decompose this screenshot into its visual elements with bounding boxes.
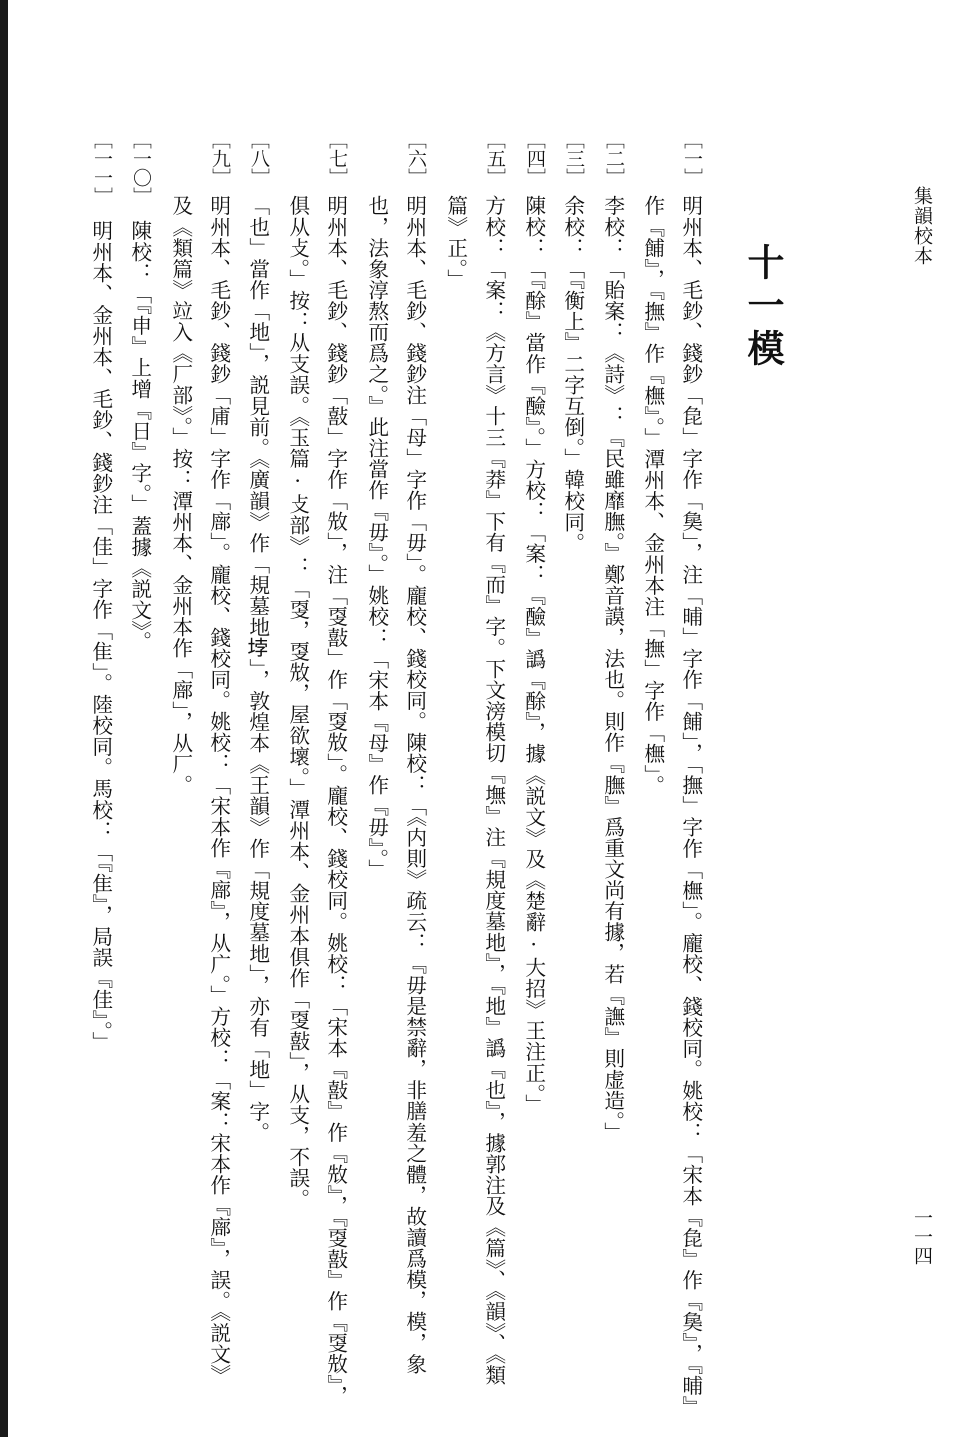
- note-line: 篇》正。」: [443, 195, 468, 290]
- note-line: 明州本、毛鈔、錢鈔注「母」字作「毋」。龐校、錢校同。陳校：「《内則》疏云：『毋是禁辭，非膳羞之體，故讀爲模，模，象: [402, 195, 427, 1375]
- note-line: 也，法象淳熬而爲之。』此注當作『毋』。」姚校：「宋本『母』作『毋』。」: [364, 195, 389, 880]
- note-line: 陳校：「『酴』當作『醶』。」方校：「案：『醶』譌『酴』，據《説文》及《楚辭·大招》王注正。」: [521, 195, 546, 1115]
- note-number: ［一］: [681, 130, 703, 187]
- note-number: ［五］: [484, 130, 506, 187]
- note-number: ［四］: [524, 130, 546, 187]
- note-number: ［二］: [603, 130, 625, 187]
- note-line: 明州本、毛鈔、錢鈔「㲋」字作「㚟」，注「晡」字作「餔」，「撫」字作「橅」。龐校、錢校同。姚校：「宋本『㲋』作『㚟』，『晡』: [678, 195, 703, 1417]
- note-line: 陳校：「『申』上增『日』字。」蓋據《説文》。: [127, 220, 152, 653]
- note-number: ［八］: [248, 130, 270, 187]
- note-number: ［一〇］: [130, 130, 152, 206]
- note-line: 俱从攴。」按：从支誤。《玉篇·攴部》：「㪅，㪅㪇，屋欲壞。」潭州本、金州本俱作「㪅敼」，从支，不誤。: [285, 195, 310, 1210]
- note-line: 明州本、毛鈔、錢鈔「庯」字作「廍」。龐校、錢校同。姚校：「宋本作『廍』，从广。」方校：「案：宋本作『廍』，誤。《説文》: [206, 195, 231, 1386]
- running-header: 集韻校本: [911, 186, 933, 266]
- note-line: 余校：「『衡上』二字互倒。」韓校同。: [560, 195, 585, 554]
- note-number: ［九］: [209, 130, 231, 187]
- note-line: 及《類篇》竝入《厂部》。」按：潭州本、金州本作「廍」，从厂。: [168, 195, 193, 796]
- note-line: 「也」當作「地」，説見前。《廣韻》作「規墓地𡋯」，敦煌本《王韻》作「規度墓地」，亦有「地」字。: [245, 195, 270, 1143]
- scan-edge-shadow: [0, 0, 8, 1437]
- note-number: ［七］: [326, 130, 348, 187]
- page-number: 一一四: [911, 1208, 933, 1265]
- note-number: ［一一］: [91, 130, 113, 206]
- note-line: 明州本、毛鈔、錢鈔「敼」字作「㪇」，注「㪅敼」作「㪅㪇」。龐校、錢校同。姚校：「宋本『敼』作『㪇』，『㪅敼』作『㪅㪇』，: [323, 195, 348, 1407]
- note-line: 李校：「貽案：《詩》：『民雖靡膴。』鄭音謨，法也。則作『膴』爲重文尚有據，若『譕』則虚造。」: [600, 195, 625, 1143]
- note-number: ［三］: [563, 130, 585, 187]
- note-line: 作『餔』，『撫』作『橅』。」潭州本、金州本注「撫」字作「橅」。: [640, 195, 665, 796]
- note-line: 明州本、金州本、毛鈔、錢鈔注「佳」字作「隹」。陸校同。馬校：「『隹』，局誤『佳』。」: [88, 220, 113, 1053]
- note-line: 方校：「案：《方言》十三『莽』下有『而』字。下文滂模切『墲』注『規度墓地』，『地』譌『也』，據郭注及《篇》、《韻》、《類: [481, 195, 506, 1386]
- note-number: ［六］: [405, 130, 427, 187]
- section-title: 十一模: [741, 243, 785, 372]
